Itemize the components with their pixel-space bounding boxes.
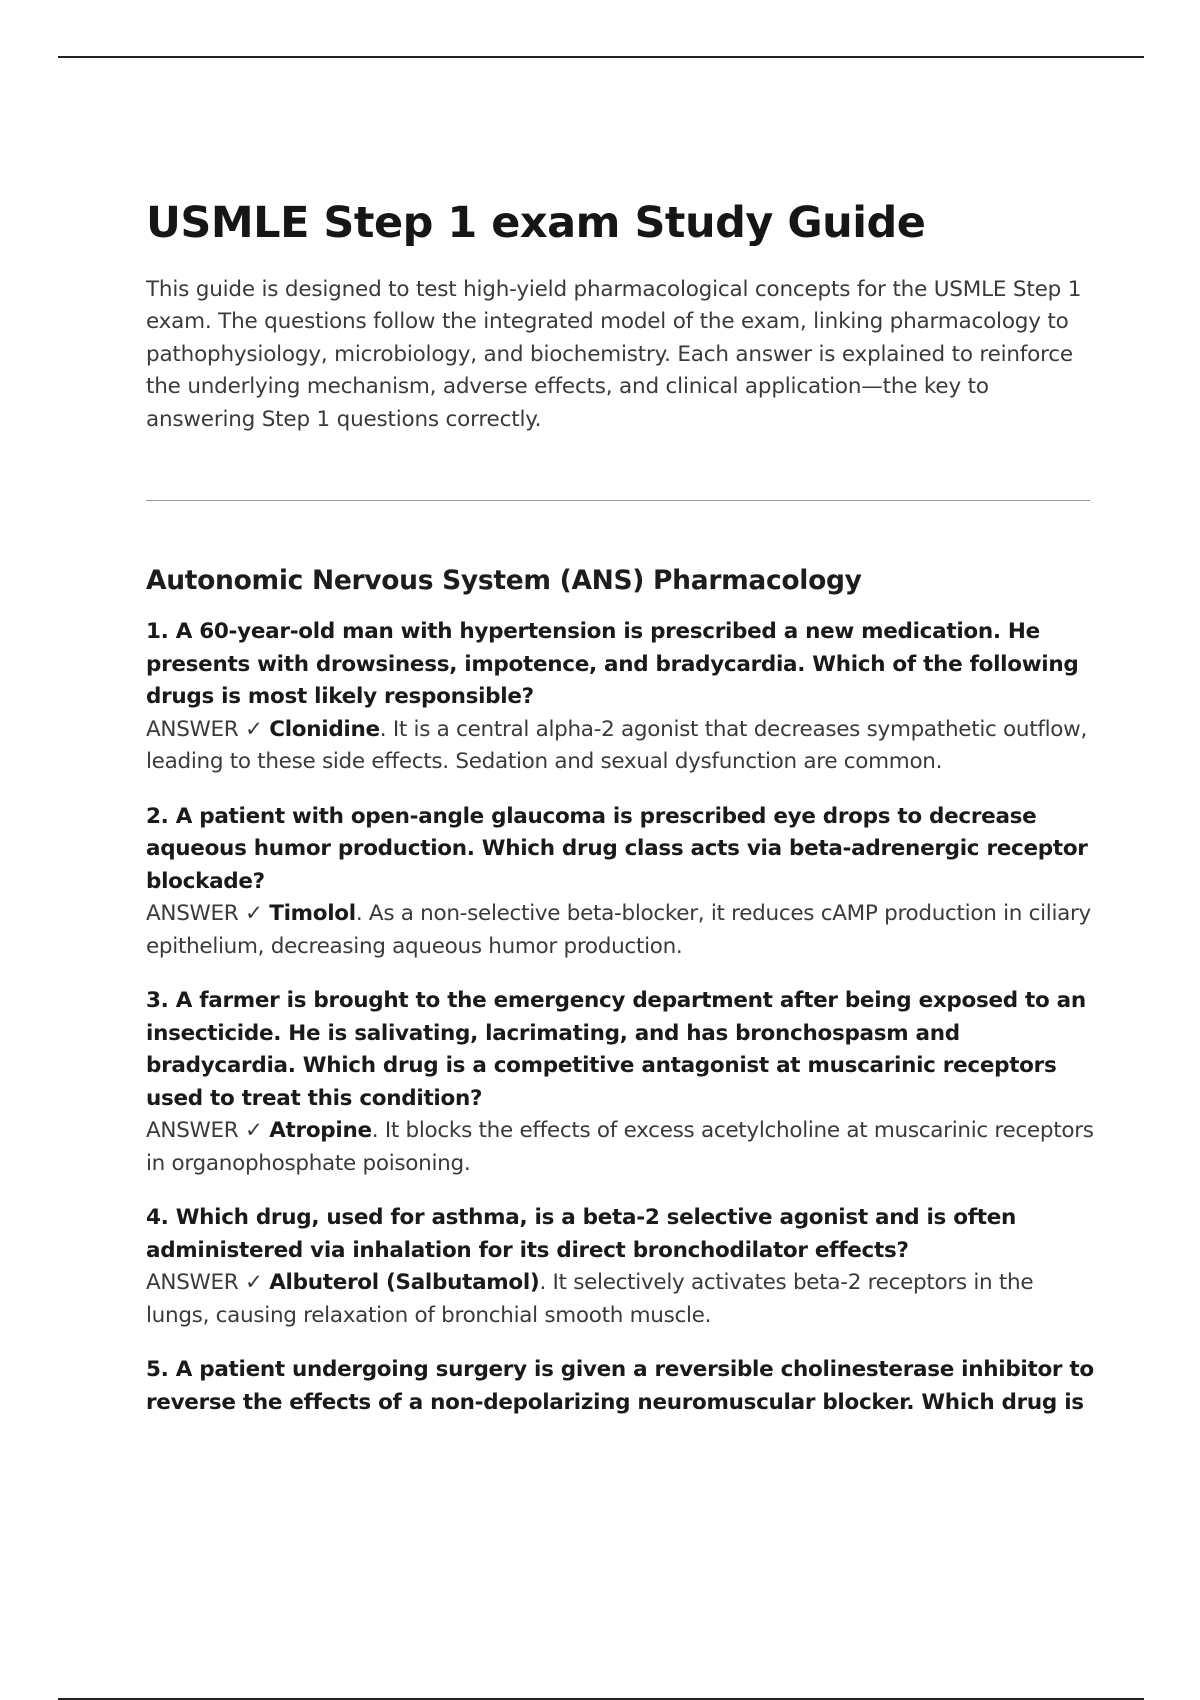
answer-prefix: ANSWER ✓ [146, 901, 263, 927]
answer-drug: Clonidine [269, 716, 380, 742]
question-item [146, 616, 1096, 779]
answer-prefix: ANSWER ✓ [146, 716, 263, 742]
question-item [146, 1202, 1096, 1332]
question-item [146, 801, 1096, 964]
answer-explanation: . As a non-selective beta-blocker, it reduces cAMP production in ciliary epithelium, decreasing aqueous humor production. [146, 901, 1091, 959]
answer-text [146, 1115, 1096, 1180]
question-item [146, 985, 1096, 1180]
question-text: 5. A patient undergoing surgery is given a reversible cholinesterase inhibitor to reverse the effects of a non-depolarizing neuromuscular blocker. Which drug is [146, 1357, 1094, 1415]
section-heading: Autonomic Nervous System (ANS) Pharmacology [146, 565, 862, 597]
question-item [146, 1354, 1096, 1419]
answer-explanation: . It is a central alpha-2 agonist that decreases sympathetic outflow, leading to these side effects. Sedation and sexual dysfunction are common. [146, 716, 1087, 775]
question-text: 3. A farmer is brought to the emergency department after being exposed to an insecticide. He is salivating, lacrimating, and has bronchospasm and bradycardia. Which drug is a competitive antagonist at muscarinic receptors used to treat this condition? [146, 988, 1086, 1111]
answer-text [146, 1267, 1096, 1332]
section-divider [146, 500, 1090, 501]
answer-text [146, 714, 1096, 779]
answer-drug: Timolol [269, 901, 356, 927]
answer-text [146, 898, 1096, 963]
answer-explanation: . It selectively activates beta-2 receptors in the lungs, causing relaxation of bronchial smooth muscle. [146, 1270, 1034, 1328]
page-title: USMLE Step 1 exam Study Guide [146, 198, 926, 248]
question-text: 4. Which drug, used for asthma, is a beta-2 selective agonist and is often administered via inhalation for its direct bronchodilator effects? [146, 1205, 1017, 1263]
answer-drug: Atropine [269, 1118, 372, 1144]
answer-prefix: ANSWER ✓ [146, 1270, 263, 1296]
answer-drug: Albuterol (Salbutamol) [269, 1270, 540, 1296]
top-rule [58, 56, 1144, 58]
page-content [146, 198, 1096, 1441]
question-text: 2. A patient with open-angle glaucoma is prescribed eye drops to decrease aqueous humor production. Which drug class acts via beta-adrenergic receptor blockade? [146, 803, 1088, 894]
question-text: 1. A 60-year-old man with hypertension is prescribed a new medication. He presents with drowsiness, impotence, and bradycardia. Which of the following drugs is most likely responsible? [146, 619, 1079, 710]
answer-prefix: ANSWER ✓ [146, 1118, 263, 1144]
intro-paragraph: This guide is designed to test high-yield pharmacological concepts for the USMLE Step 1 exam. The questions follow the integrated model of the exam, linking pharmacology to pathophysiology, microbiology, and biochemistry. Each answer is explained to reinforce the underlying mechanism, adverse effects, and clinical application—the key to answering Step 1 questions correctly. [146, 276, 1082, 432]
answer-explanation: . It blocks the effects of excess acetylcholine at muscarinic receptors in organophosphate poisoning. [146, 1118, 1094, 1176]
